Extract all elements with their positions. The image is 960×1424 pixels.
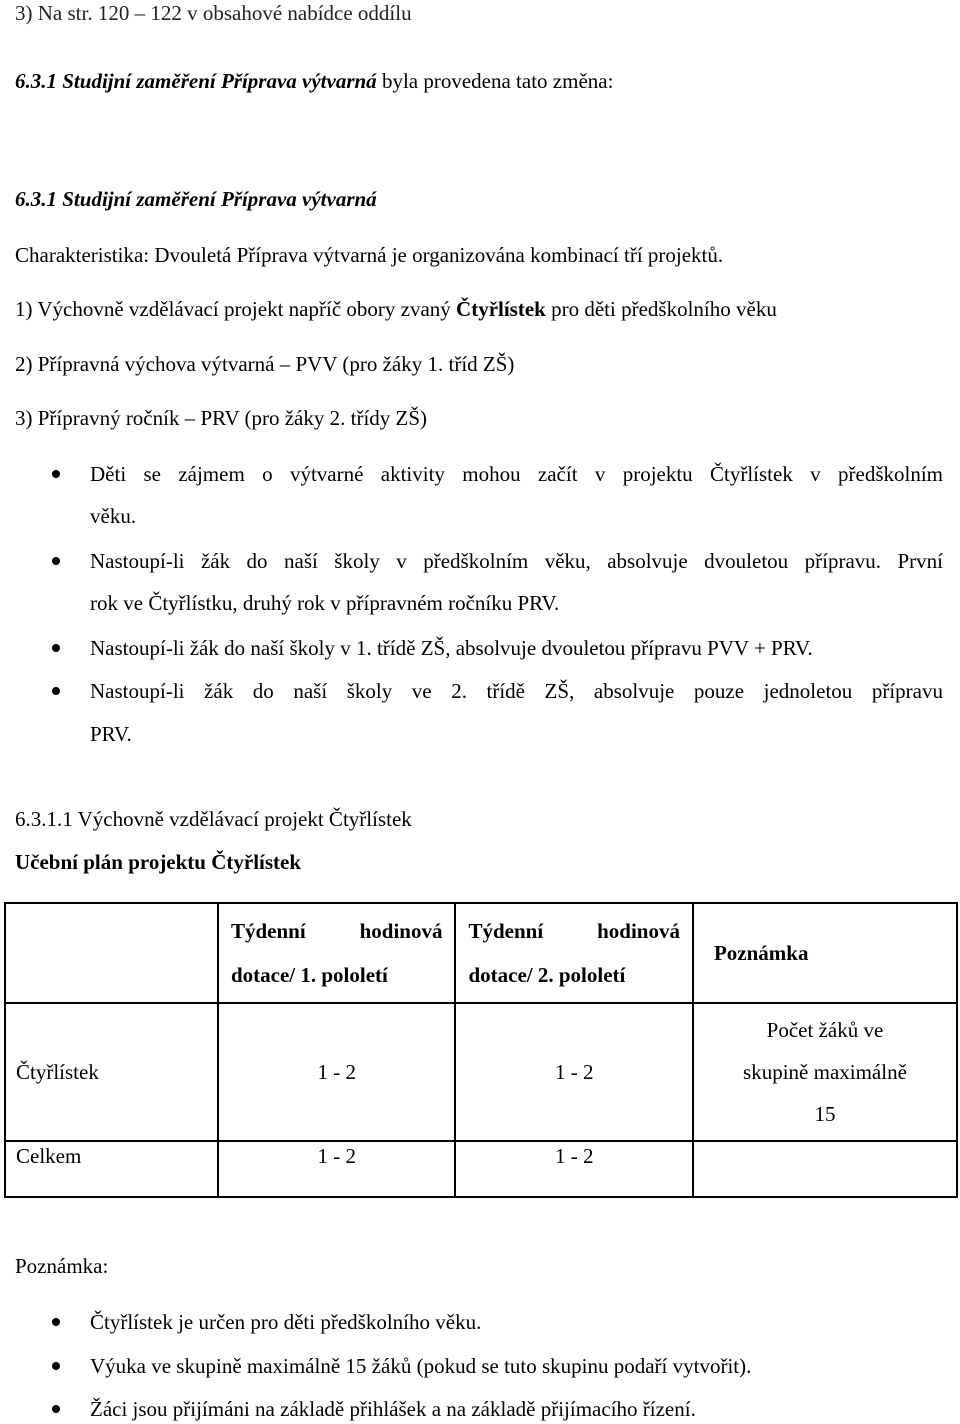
project-1-pre: 1) Výchovně vzdělávací projekt napříč obory zvaný: [15, 297, 457, 321]
change-line-title: 6.3.1 Studijní zaměření Příprava výtvarná: [15, 69, 377, 93]
bullet-dot: [52, 687, 60, 695]
project-1-bold: Čtyřlístek: [456, 297, 546, 321]
bullet-text-2b: rok ve Čtyřlístku, druhý rok v přípravném ročníku PRV.: [90, 591, 560, 615]
bullet-text-3: Nastoupí-li žák do naší školy v 1. třídě ZŠ, absolvuje dvouletou přípravu PVV + PRV.: [90, 636, 813, 660]
characteristics-line: Charakteristika: Dvouletá Příprava výtvarná je organizována kombinací tří projektů.: [15, 243, 724, 267]
project-1-line: [15, 296, 777, 322]
table-cell-note: [693, 1003, 957, 1141]
section-heading: 6.3.1.1 Výchovně vzdělávací projekt Čtyřlístek: [15, 807, 412, 831]
bullet-dot: [52, 1362, 60, 1370]
header-line: dotace/ 2. pololetí: [468, 963, 626, 987]
table-header-sem1: [218, 903, 456, 1003]
table-header-row: [5, 903, 957, 1003]
bullet-text-2a: Nastoupí-li žák do naší školy v předškolním věku, absolvuje dvouletou přípravu. První: [90, 549, 943, 573]
bullet-text-1a: Děti se zájmem o výtvarné aktivity mohou začít v projektu Čtyřlístek v předškolním: [90, 462, 943, 486]
header-word: hodinová: [359, 919, 443, 943]
bullet-dot: [52, 470, 60, 478]
note-bullet-3: Žáci jsou přijímáni na základě přihlášek a na základě přijímacího řízení.: [90, 1397, 696, 1421]
bullet-dot: [52, 1405, 60, 1413]
bullet-dot: [52, 557, 60, 565]
intro-line: 3) Na str. 120 – 122 v obsahové nabídce oddílu: [15, 1, 412, 25]
header-word: hodinová: [597, 919, 680, 943]
project-1-post: pro děti předškolního věku: [545, 297, 777, 321]
project-3-line: 3) Přípravný ročník – PRV (pro žáky 2. třídy ZŠ): [15, 406, 428, 430]
note-line: Počet žáků ve: [766, 1018, 884, 1042]
project-2-line: 2) Přípravná výchova výtvarná – PVV (pro žáky 1. tříd ZŠ): [15, 352, 515, 376]
header-line: dotace/ 1. pololetí: [230, 963, 388, 987]
table-cell: 1 - 2: [218, 1003, 456, 1141]
bullet-dot: [52, 1318, 60, 1326]
table-cell: 1 - 2: [455, 1003, 693, 1141]
table-header-empty: [5, 903, 218, 1003]
change-line: [15, 68, 613, 94]
table-header-sem2: [455, 903, 693, 1003]
table-cell: [693, 1141, 957, 1197]
table-cell: 1 - 2: [455, 1141, 693, 1197]
heading-631: 6.3.1 Studijní zaměření Příprava výtvarná: [15, 187, 377, 211]
plan-table: [4, 902, 958, 1198]
note-label: Poznámka:: [15, 1254, 109, 1278]
note-line: 15: [814, 1102, 836, 1126]
header-word: Týdenní: [468, 919, 544, 943]
bullet-text-4a: Nastoupí-li žák do naší školy ve 2. třídě ZŠ, absolvuje pouze jednoletou přípravu: [90, 679, 943, 703]
table-cell: Celkem: [5, 1141, 218, 1197]
table-cell: Čtyřlístek: [5, 1003, 218, 1141]
table-cell: 1 - 2: [218, 1141, 456, 1197]
change-line-rest: byla provedena tato změna:: [376, 69, 614, 93]
table-row: [5, 1003, 957, 1141]
note-bullet-2: Výuka ve skupině maximálně 15 žáků (pokud se tuto skupinu podaří vytvořit).: [90, 1354, 752, 1378]
note-bullet-1: Čtyřlístek je určen pro děti předškolního věku.: [90, 1310, 482, 1334]
bullet-text-1b: věku.: [90, 504, 137, 528]
note-line: skupině maximálně: [743, 1060, 907, 1084]
header-word: Týdenní: [230, 919, 306, 943]
table-row: [5, 1141, 957, 1197]
table-header-note: Poznámka: [693, 903, 957, 1003]
bullet-text-4b: PRV.: [90, 722, 132, 746]
plan-title: Učební plán projektu Čtyřlístek: [15, 850, 302, 874]
bullet-dot: [52, 644, 60, 652]
